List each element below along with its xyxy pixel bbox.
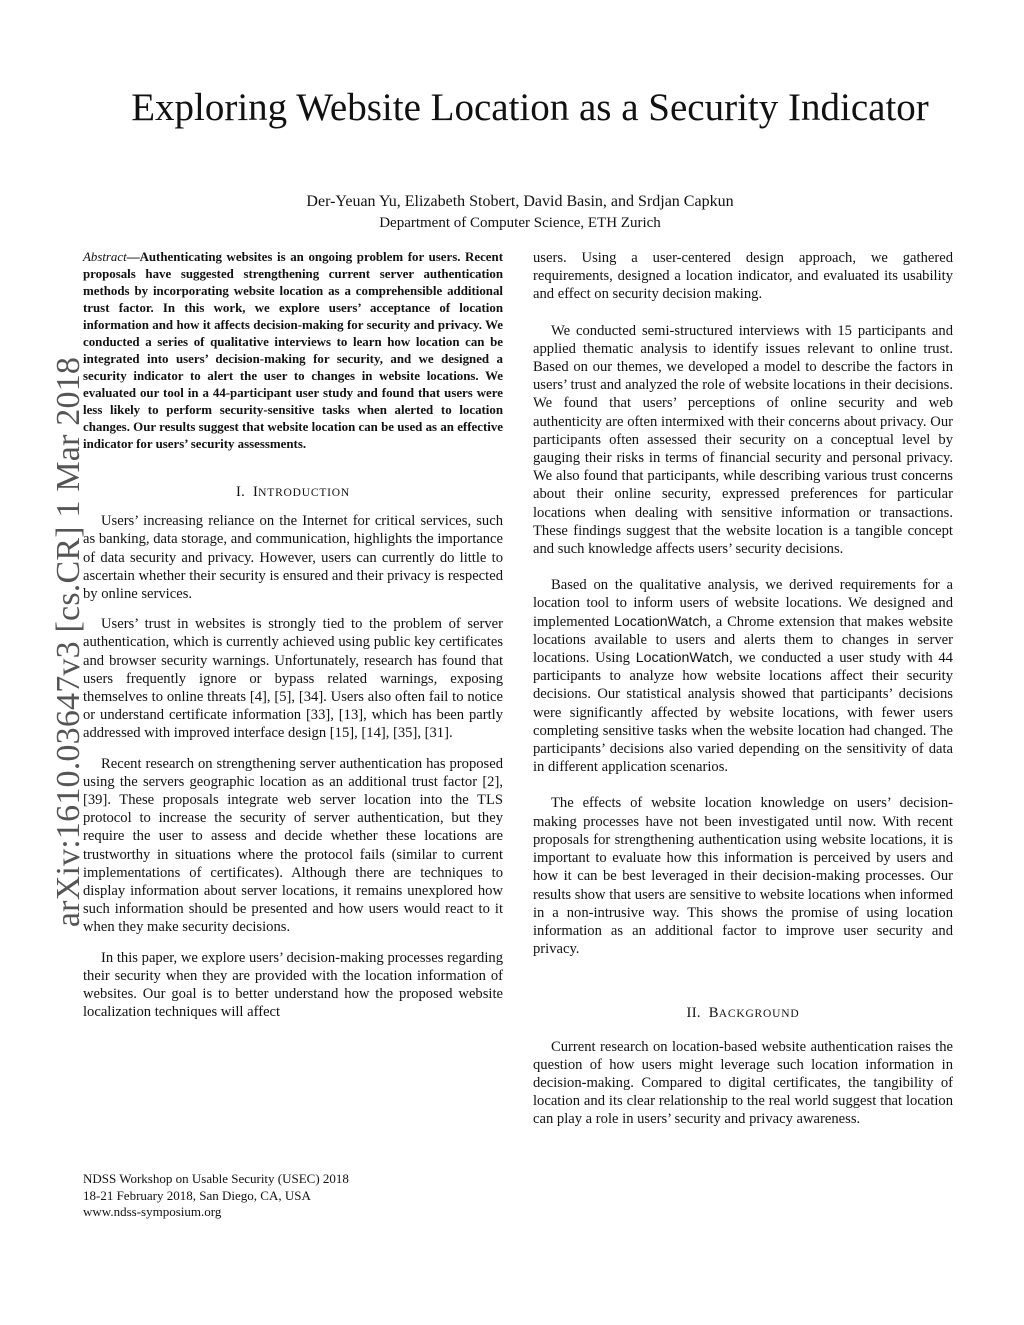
section-heading-background — [533, 1004, 953, 1023]
paragraph: We conducted semi-structured interviews with 15 participants and applied thematic analysis to identify issues relevant to online trust. Based on our themes, we developed a model to describe the factors in users’ trust and analyzed the role of website locations in their decisions. We found that users’ perceptions of online security and web authenticity are often intermixed with their concerns about privacy. Our participants often assessed their security on a conceptual level by gauging their risks in terms of financial security and personal privacy. We also found that participants, while describing various trust concerns about their online security, expressed preferences for particular locations when dealing with sensitive information or transactions. These findings suggest that the website location is a tangible concept and such knowledge affects users’ security decisions. — [533, 322, 953, 558]
abstract-dash: — — [126, 250, 140, 264]
paragraph-continued: users. Using a user-centered design approach, we gathered requirements, designed a location indicator, and evaluated its usability and effect on security decision making. — [533, 250, 953, 303]
footnote-line: NDSS Workshop on Usable Security (USEC) 2018 — [83, 1171, 349, 1186]
right-column — [533, 249, 953, 1141]
paragraph: Users’ trust in websites is strongly tied to the problem of server authentication, which is currently achieved using public key certificates and browser security warnings. Unfortunately, research has found that users frequently ignore or bypass related warnings, exposing themselves to online threats [4], [5], [34]. Users also often fail to notice or understand certificate information [33], [13], which has been partly addressed with improved interface design [15], [14], [35], [31]. — [83, 616, 503, 742]
paragraph: The effects of website location knowledge on users’ decision-making processes have not been investigated until now. With recent proposals for strengthening authentication using website locations, it is important to evaluate how this information is perceived by users and how it can be best leveraged in their decision-making processes. Our results show that users are sensitive to website locations when informed in a non-intrusive way. This shows the promise of using location information as an additional factor to improve user security and privacy. — [533, 795, 953, 958]
section-title-initial: B — [708, 1005, 719, 1022]
abstract-label: Abstract — [83, 250, 127, 264]
text-run: , a Chrome extension that makes website locations available to users and alerts them to changes in server locations. Using — [533, 613, 953, 667]
section-title-rest: ACKGROUND — [718, 1008, 800, 1021]
affiliation: Department of Computer Science, ETH Zurich — [379, 215, 661, 231]
section-title-rest: NTRODUCTION — [258, 487, 351, 499]
footnote-venue — [83, 1171, 503, 1221]
paragraph: Recent research on strengthening server authentication has proposed using the servers geographic location as an additional trust factor [2], [39]. These proposals integrate web server location into the TLS protocol to increase the security of server authentication, but they require the user to assess and decide whether these locations are trustworthy in situations where the protocol fails (similar to current implementations of certificates). Although there are techniques to display information about server locations, it remains unexplored how such information should be presented and how users would react to it when they make security decisions. — [83, 755, 503, 936]
abstract — [83, 249, 503, 453]
paper-title: Exploring Website Location as a Security Indicator — [131, 86, 929, 129]
left-column — [83, 249, 503, 1033]
paragraph: In this paper, we explore users’ decision-making processes regarding their security when they are provided with the location information of websites. Our goal is to better understand how the proposed website localization techniques will affect — [83, 949, 503, 1021]
text-run: , we conducted a user study with 44 participants to analyze how website locations affect their security decisions. Our statistical analysis showed that participants’ decisions were significantly affected by website locations, with fewer users completing sensitive tasks when the website location had changed. The participants’ decisions also varied depending on the sensitivity of data in different application scenarios. — [533, 650, 953, 776]
section-number: I. — [235, 484, 246, 500]
section-title-initial: I — [252, 484, 259, 500]
arxiv-stamp: arXiv:1610.03647v3 [cs.CR] 1 Mar 2018 — [50, 356, 87, 928]
paragraph-locationwatch — [533, 576, 953, 776]
paragraph: Current research on location-based website authentication raises the question of how users might leverage such location information in decision-making. Compared to digital certificates, the tangibility of location and its clear relationship to the real world suggest that location can play a role in users’ security and privacy awareness. — [533, 1038, 953, 1128]
tool-name: LocationWatch — [614, 613, 708, 630]
abstract-text: Authenticating websites is an ongoing problem for users. Recent proposals have suggested strengthening current server authentication methods by incorporating website location as a comprehensible additional trust factor. In this work, we explore users’ acceptance of location information and how it affects decision-making for security and privacy. We conducted a series of qualitative interviews to learn how location can be integrated into users’ decision-making for security, and we designed a security indicator to alert the user to changes in website locations. We evaluated our tool in a 44-participant user study and found that users were less likely to perform security-sensitive tasks when alerted to location changes. Our results suggest that website location can be used as an effective indicator for users’ security assessments. — [83, 250, 503, 451]
footnote-line: www.ndss-symposium.org — [83, 1204, 222, 1219]
paragraph: Users’ increasing reliance on the Internet for critical services, such as banking, data storage, and communication, highlights the importance of data security and privacy. However, users can currently do little to ascertain whether their security is ensured and their privacy is respected by online services. — [83, 513, 503, 603]
section-number: II. — [686, 1005, 701, 1022]
footnote-line: 18-21 February 2018, San Diego, CA, USA — [83, 1187, 311, 1203]
section-heading-introduction — [83, 483, 503, 502]
author-list: Der-Yeuan Yu, Elizabeth Stobert, David Basin, and Srdjan Capkun — [306, 193, 734, 210]
tool-name: LocationWatch — [635, 650, 730, 667]
text-run: Based on the qualitative analysis, we derived requirements for a location tool to inform users of website locations. We designed and implemented — [533, 577, 953, 630]
